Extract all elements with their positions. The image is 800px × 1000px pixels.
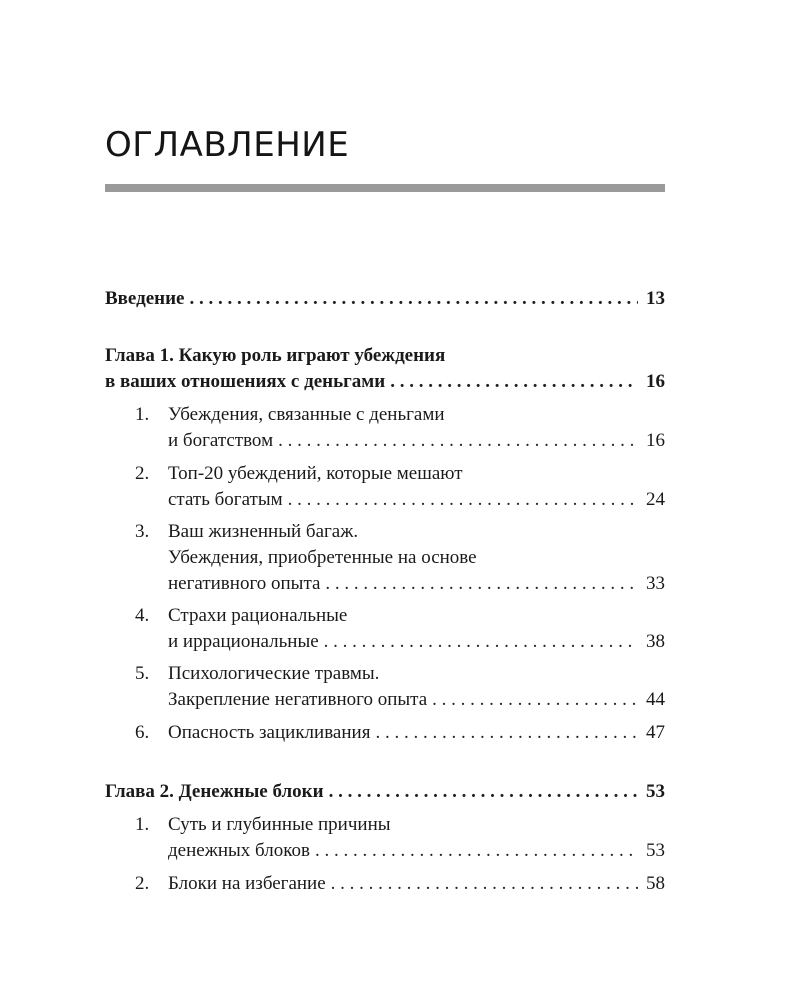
dot-leader <box>325 571 638 597</box>
toc-chapter-1[interactable] <box>105 369 665 395</box>
toc-chapter-2[interactable] <box>105 779 665 805</box>
entry-title: Блоки на избегание <box>168 873 326 894</box>
page-number: 13 <box>646 288 665 309</box>
toc-item-1-4[interactable] <box>168 629 665 655</box>
page-number: 16 <box>646 371 665 392</box>
toc-item-1-2[interactable] <box>168 487 665 513</box>
item-number: 5. <box>135 663 150 684</box>
entry-title: денежных блоков <box>168 840 310 861</box>
toc-item-line[interactable]: Убеждения, приобретенные на основе <box>168 547 477 568</box>
toc-item-line[interactable]: Психологические травмы. <box>168 663 380 684</box>
title-underline <box>105 184 665 192</box>
page-number: 47 <box>646 722 665 743</box>
page-title: ОГЛАВЛЕНИЕ <box>105 125 350 165</box>
page-number: 16 <box>646 430 665 451</box>
dot-leader <box>324 629 638 655</box>
toc-item-line[interactable]: Убеждения, связанные с деньгами <box>168 404 445 425</box>
entry-title: негативного опыта <box>168 573 321 594</box>
toc-item-1-3[interactable] <box>168 571 665 597</box>
dot-leader <box>278 428 638 454</box>
item-number: 6. <box>135 722 150 743</box>
item-number: 2. <box>135 463 150 484</box>
toc-item-2-1[interactable] <box>168 838 665 864</box>
item-number: 4. <box>135 605 150 626</box>
entry-title: в ваших отношениях с деньгами <box>105 371 386 392</box>
toc-entry-intro[interactable] <box>105 286 665 312</box>
page-number: 58 <box>646 873 665 894</box>
page-number: 44 <box>646 689 665 710</box>
toc-item-line[interactable]: Страхи рациональные <box>168 605 348 626</box>
page-number: 53 <box>646 840 665 861</box>
dot-leader <box>288 487 638 513</box>
toc-item-line[interactable]: Суть и глубинные причины <box>168 814 391 835</box>
entry-title: и иррациональные <box>168 631 319 652</box>
entry-title: Введение <box>105 288 185 309</box>
page-number: 24 <box>646 489 665 510</box>
entry-title: Закрепление негативного опыта <box>168 689 428 710</box>
entry-title: и богатством <box>168 430 274 451</box>
entry-title: стать богатым <box>168 489 283 510</box>
dot-leader <box>390 369 638 395</box>
page-number: 53 <box>646 781 665 802</box>
toc-item-line[interactable]: Топ-20 убеждений, которые мешают <box>168 463 463 484</box>
item-number: 1. <box>135 814 150 835</box>
toc-chapter-1-line1[interactable]: Глава 1. Какую роль играют убеждения <box>105 345 446 366</box>
dot-leader <box>331 871 638 897</box>
dot-leader <box>329 779 638 805</box>
dot-leader <box>315 838 638 864</box>
toc-item-2-2[interactable] <box>168 871 665 897</box>
toc-item-1-6[interactable] <box>168 720 665 746</box>
entry-title: Глава 2. Денежные блоки <box>105 781 324 802</box>
item-number: 2. <box>135 873 150 894</box>
dot-leader <box>375 720 638 746</box>
toc-item-line[interactable]: Ваш жизненный багаж. <box>168 521 359 542</box>
toc-item-1-5[interactable] <box>168 687 665 713</box>
entry-title: Опасность зацикливания <box>168 722 371 743</box>
dot-leader <box>432 687 638 713</box>
dot-leader <box>190 286 639 312</box>
page-number: 38 <box>646 631 665 652</box>
item-number: 3. <box>135 521 150 542</box>
page-number: 33 <box>646 573 665 594</box>
toc-item-1-1[interactable] <box>168 428 665 454</box>
item-number: 1. <box>135 404 150 425</box>
